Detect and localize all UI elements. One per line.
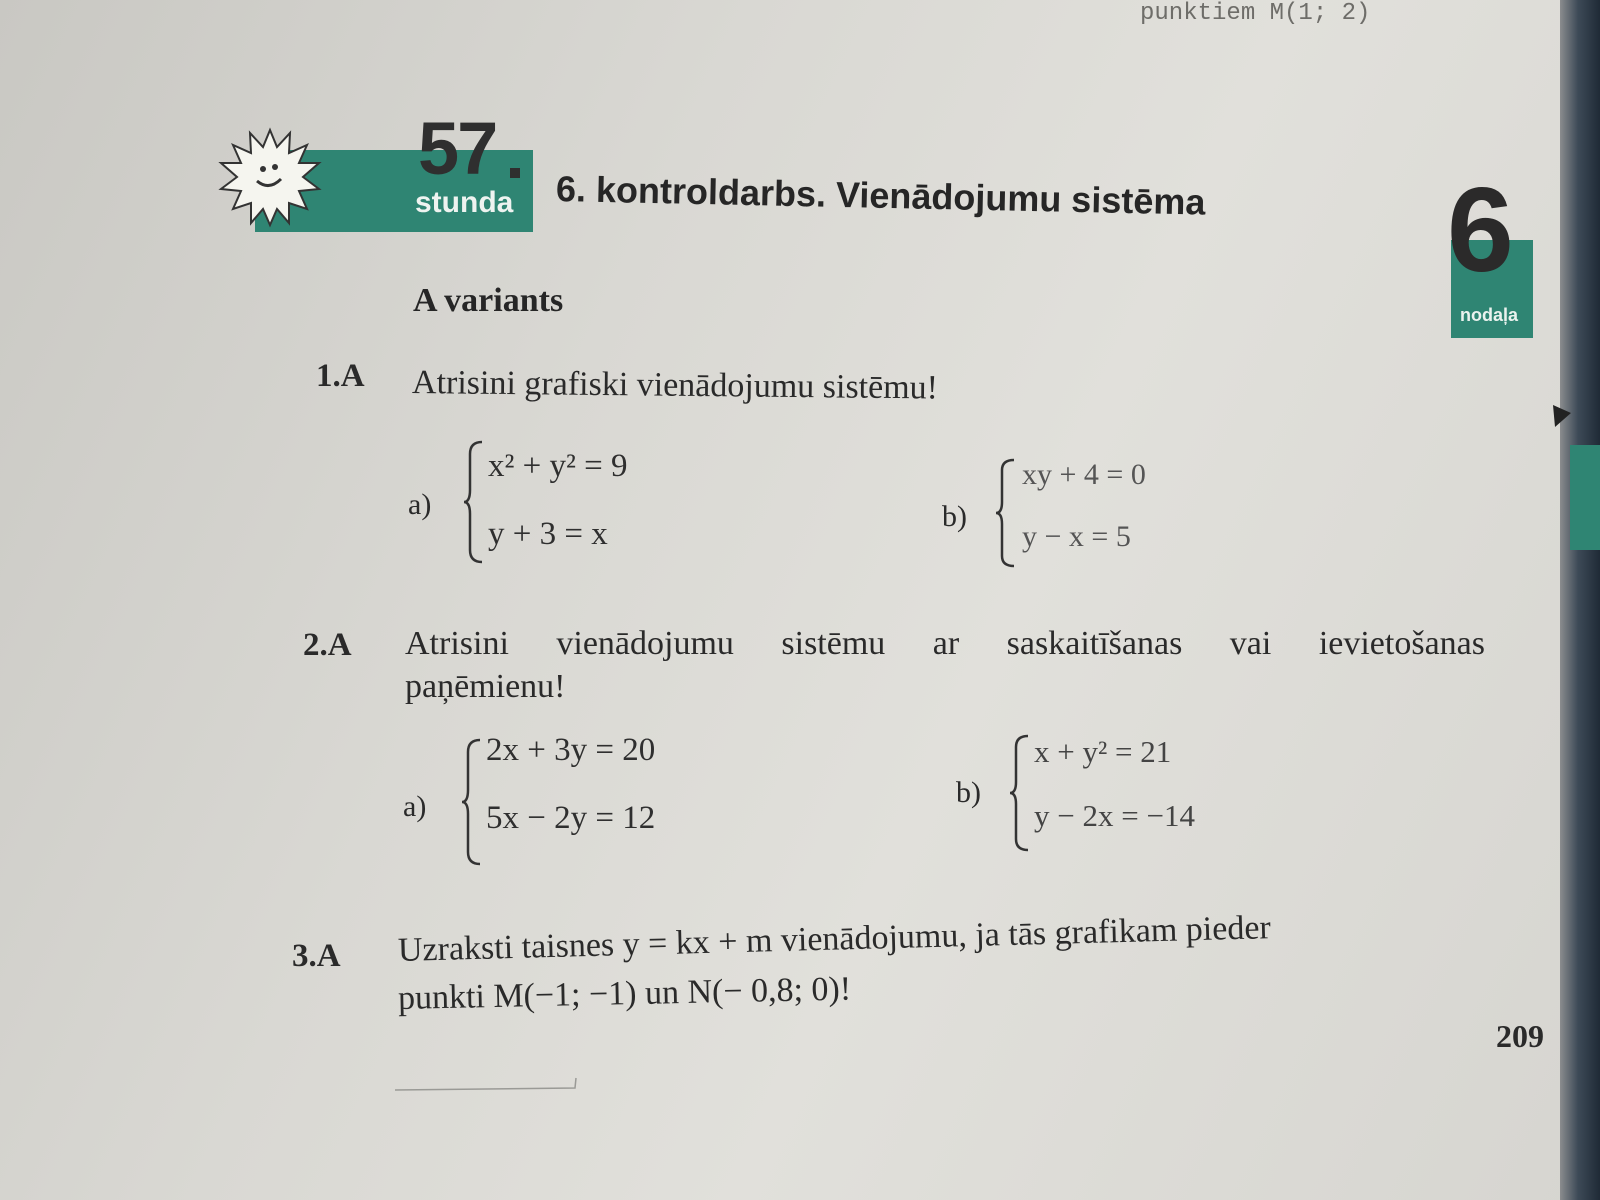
task-1-number: 1.A [316, 358, 365, 394]
brace-icon [996, 458, 1018, 568]
task-2b-eq2: y − 2x = −14 [1034, 798, 1195, 833]
task-2b-label: b) [956, 776, 981, 809]
task-1-text: Atrisini grafiski vienādojumu sistēmu! [411, 364, 939, 407]
book-edge [1560, 0, 1600, 1200]
task-2-text-line2: paņēmienu! [405, 668, 566, 705]
task-2b-eq1: x + y² = 21 [1034, 734, 1172, 769]
lesson-number: 57 [418, 107, 497, 190]
task-3-text-line1: Uzraksti taisnes y = kx + m vienādojumu, ja tās grafikam pieder [397, 909, 1272, 969]
brace-icon [462, 738, 484, 866]
triangle-marker-icon [1553, 405, 1571, 427]
task-2-number: 2.A [303, 627, 352, 663]
brace-icon [1010, 734, 1032, 852]
task-2a-eq1: 2x + 3y = 20 [486, 732, 656, 768]
task-1b-eq2: y − x = 5 [1022, 520, 1131, 553]
page-number: 209 [1496, 1018, 1544, 1054]
lesson-word: stunda [415, 186, 514, 219]
task-2-text-line1: Atrisini vienādojumu sistēmu ar saskaitīšanas vai ievietošanas [405, 625, 1485, 662]
task-1a-eq2: y + 3 = x [488, 516, 608, 552]
task-1b-label: b) [942, 500, 967, 533]
task-1b-eq1: xy + 4 = 0 [1022, 458, 1146, 491]
chapter-number: 6 [1447, 163, 1514, 297]
task-1a-label: a) [408, 488, 432, 521]
side-green-tab [1570, 445, 1600, 550]
lesson-number-dot [510, 168, 520, 178]
task-3-number: 3.A [292, 938, 341, 974]
task-2a-eq2: 5x − 2y = 12 [486, 800, 656, 836]
task-2a-label: a) [403, 790, 427, 823]
header-fragment: punktiem M(1; 2) [1140, 0, 1371, 27]
pencil-mark [390, 1070, 590, 1100]
task-1a-eq1: x² + y² = 9 [488, 448, 628, 484]
task-3-text-line2: punkti M(−1; −1) un N(− 0,8; 0)! [397, 970, 852, 1017]
chapter-label: nodaļa [1460, 305, 1519, 325]
lesson-title: 6. kontroldarbs. Vienādojumu sistēma [555, 168, 1206, 223]
brace-icon [464, 440, 486, 565]
variant-heading: A variants [413, 282, 564, 319]
sun-face-icon [215, 125, 325, 230]
